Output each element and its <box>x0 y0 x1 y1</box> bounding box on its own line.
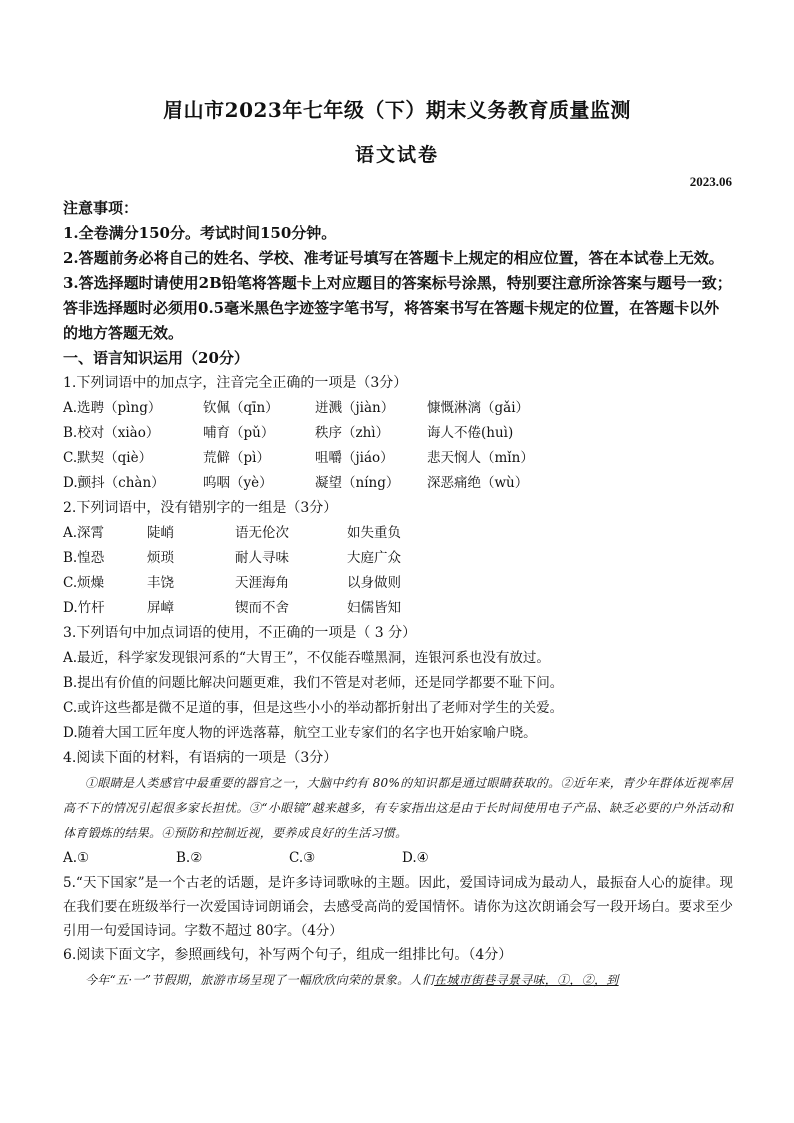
q2-d-4: 妇儒皆知 <box>347 600 401 616</box>
q1-b-2: 哺育（pǔ） <box>203 425 275 441</box>
q3-option-c: C.或许这些都是微不足道的事，但是这些小小的举动都折射出了老师对学生的关爱。 <box>63 700 564 716</box>
q1-c-3: 咀嚼（jiáo） <box>315 450 394 466</box>
q1-c-2: 荒僻（pì） <box>203 450 270 466</box>
exam-content <box>63 196 733 993</box>
q1-c-4: 悲天悯人（mǐn） <box>427 450 534 466</box>
exam-date: 2023.06 <box>689 174 732 189</box>
q4-options <box>63 846 733 871</box>
q2-b-4: 大庭广众 <box>347 550 401 566</box>
q2-a-3: 语无伦次 <box>235 525 289 541</box>
q6-material-before: 今年“五·一”节假期，旅游市场呈现了一幅欣欣向荣的景象。人们 <box>85 973 435 987</box>
q6-material-after: ，①，②，到 <box>544 973 619 987</box>
q4-option-b: B.② <box>176 850 203 866</box>
q4-stem: 4.阅读下面的材料，有语病的一项是（3分） <box>63 750 338 766</box>
q1-option-row <box>63 446 733 471</box>
q2-option-row <box>63 521 733 546</box>
q1-b-3: 秩序（zhì） <box>315 425 390 441</box>
q5-text: 5.“天下国家”是一个古老的话题，是许多诗词歌咏的主题。因此，爱国诗词成为最动人，最振奋人心的旋律。现在我们要在班级举行一次爱国诗词朗诵会，去感受高尚的爱国情怀。请你为这次朗诵会写一段开场白。要求至少引用一句爱国诗词。字数不超过 80字。（4分） <box>63 875 733 939</box>
q4-material: ①眼睛是人类感官中最重要的器官之一，大脑中约有 80%的知识都是通过眼睛获取的。②近年来，青少年群体近视率居高不下的情况引起很多家长担忧。③“小眼镜”越来越多，有专家指出这是由于长时间使用电子产品、缺乏必要的户外活动和体育锻炼的结果。④预防和控制近视，要养成良好的生活习惯。 <box>63 776 733 840</box>
q2-d-2: 屏嶂 <box>147 600 174 616</box>
q1-d-2: 呜咽（yè） <box>203 475 273 491</box>
q1-option-row <box>63 421 733 446</box>
notice-heading: 注意事项： <box>63 199 139 217</box>
exam-subtitle: 语文试卷 <box>354 144 439 166</box>
notice-item-2: 2.答题前务必将自己的姓名、学校、准考证号填写在答题卡上规定的相应位置，答在本试卷上无效。 <box>63 249 724 267</box>
q2-stem: 2.下列词语中，没有错别字的一组是（3分） <box>63 500 338 516</box>
q4-option-d: D.④ <box>402 850 429 866</box>
q2-option-row <box>63 596 733 621</box>
q3-option-b: B.提出有价值的问题比解决问题更难，我们不管是对老师，还是同学都要不耻下问。 <box>63 675 564 691</box>
q1-b-1: B.校对（xiào） <box>63 425 160 441</box>
exam-title: 眉山市2023年七年级（下）期末义务教育质量监测 <box>163 98 631 122</box>
q1-a-2: 钦佩（qīn） <box>203 400 279 416</box>
q6-material-underlined: 在城市街巷寻景寻味 <box>434 973 545 987</box>
q2-c-2: 丰饶 <box>147 575 174 591</box>
q3-stem: 3.下列语句中加点词语的使用，不正确的一项是（ 3 分） <box>63 625 417 641</box>
q2-c-4: 以身做则 <box>347 575 401 591</box>
q1-option-row <box>63 396 733 421</box>
q2-d-3: 锲而不舍 <box>235 600 289 616</box>
q2-option-row <box>63 546 733 571</box>
q1-a-4: 慷慨淋漓（gǎi） <box>427 400 530 416</box>
q2-b-2: 烦琐 <box>147 550 174 566</box>
q1-a-1: A.选聘（pìng） <box>63 400 162 416</box>
q1-d-3: 凝望（níng） <box>315 475 400 491</box>
q2-option-row <box>63 571 733 596</box>
q2-c-1: C.烦燥 <box>63 575 105 591</box>
q2-d-1: D.竹杆 <box>63 600 105 616</box>
q2-b-3: 耐人寻味 <box>235 550 289 566</box>
q6-material <box>63 968 733 993</box>
q1-d-1: D.颤抖（chàn） <box>63 475 165 491</box>
q2-a-2: 陡峭 <box>147 525 174 541</box>
q1-c-1: C.默契（qiè） <box>63 450 153 466</box>
q3-option-d: D.随着大国工匠年度人物的评选落幕，航空工业专家们的名字也开始家喻户晓。 <box>63 725 537 741</box>
q6-stem: 6.阅读下面文字，参照画线句，补写两个句子，组成一组排比句。（4分） <box>63 947 513 963</box>
q1-a-3: 迸溅（jiàn） <box>315 400 395 416</box>
q2-a-1: A.深霄 <box>63 525 105 541</box>
q1-stem: 1.下列词语中的加点字，注音完全正确的一项是（3分） <box>63 375 408 391</box>
q2-a-4: 如失重负 <box>347 525 401 541</box>
q4-option-a: A.① <box>63 850 90 866</box>
section-heading: 一、语言知识运用（20分） <box>63 349 249 367</box>
q3-option-a: A.最近，科学家发现银河系的“大胃王”，不仅能吞噬黑洞，连银河系也没有放过。 <box>63 650 550 666</box>
q2-c-3: 天涯海角 <box>235 575 289 591</box>
q1-option-row <box>63 471 733 496</box>
q2-b-1: B.惶恐 <box>63 550 105 566</box>
q4-option-c: C.③ <box>289 850 316 866</box>
q1-b-4: 诲人不倦(huì) <box>427 425 514 441</box>
q1-d-4: 深恶痛绝（wù） <box>427 475 529 491</box>
notice-item-3: 3.答选择题时请使用2B铅笔将答题卡上对应题目的答案标号涂黑，特别要注意所涂答案与题号一致；答非选择题时必须用0.5毫米黑色字迹签字笔书写，将答案书写在答题卡规定的位置，在答题卡以外的地方答题无效。 <box>63 274 732 342</box>
notice-item-1: 1.全卷满分150分。考试时间150分钟。 <box>63 224 337 242</box>
